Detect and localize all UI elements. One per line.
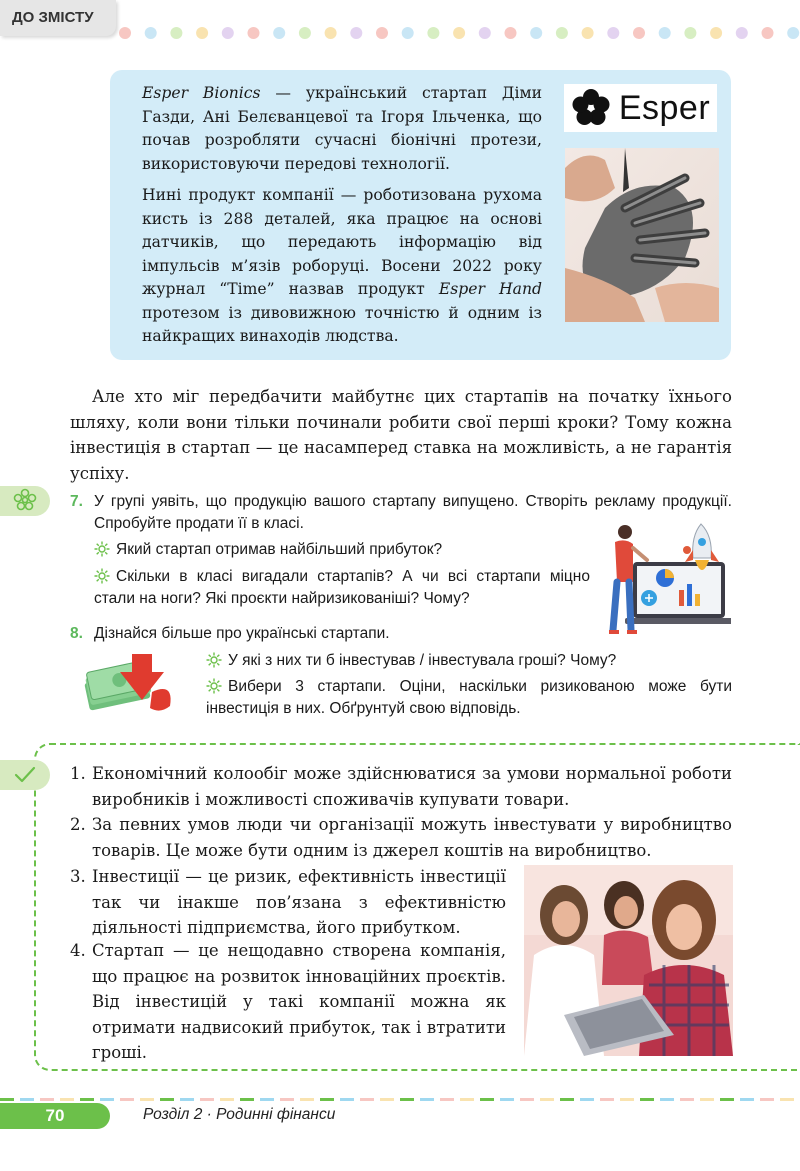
group-work-tab xyxy=(0,486,50,516)
sun-bullet-icon xyxy=(206,678,222,694)
esper-paragraph-1-text: — український стартап Діми Газди, Ані Белєванцевої та Ігоря Ільченка, що почав розробляти сучасні біонічні протези, використовуючи передові технології. xyxy=(142,84,543,173)
decorative-dot xyxy=(684,27,696,39)
task-8-bullet-1 xyxy=(206,650,736,672)
decorative-dot xyxy=(659,27,671,39)
decorative-dot xyxy=(582,27,594,39)
decorative-dot xyxy=(530,27,542,39)
decorative-dot xyxy=(556,27,568,39)
footer-dash xyxy=(140,1098,154,1101)
esper-product-name: Esper Hand xyxy=(438,280,542,298)
decorative-dot xyxy=(273,27,285,39)
footer-dash xyxy=(520,1098,534,1101)
esper-paragraph-2-text-a: Нині продукт компанії — роботизована рухома кисть із 288 деталей, яка працює на основі датчиків, що передають інформацію від імпульсів м’язів роборуці. Восени 2022 року журнал “Time” назвав продукт xyxy=(142,186,542,298)
decorative-dot xyxy=(479,27,491,39)
footer-dash xyxy=(80,1098,94,1101)
footer-dash xyxy=(20,1098,34,1101)
decorative-dot xyxy=(505,27,517,39)
decorative-dot xyxy=(787,27,799,39)
task-8-number: 8. xyxy=(70,625,83,642)
page-number: 70 xyxy=(0,1103,110,1129)
decorative-dot xyxy=(710,27,722,39)
esper-logo xyxy=(564,84,717,132)
footer-dash xyxy=(680,1098,694,1101)
footer-dash xyxy=(560,1098,574,1101)
summary-2-text: За певних умов люди чи організації можуть інвестувати у виробництво товарів. Це може бути одним із джерел коштів на виробництво. xyxy=(92,815,732,860)
decorative-dots-top xyxy=(118,26,800,40)
group-icon xyxy=(12,488,38,514)
decorative-dot xyxy=(427,27,439,39)
footer-dash xyxy=(60,1098,74,1101)
footer-dash xyxy=(360,1098,374,1101)
task-7-bullet-1 xyxy=(94,539,594,561)
intro-paragraph: Але хто міг передбачити майбутнє цих стартапів на початку їхнього шляху, коли вони тільки починали робити свої перші кроки? Тому кожна інвестиція в стартап — це насамперед ставка на можливість, а не гарантія успіху. xyxy=(70,387,732,483)
decorative-dot xyxy=(453,27,465,39)
decorative-dot xyxy=(299,27,311,39)
esper-paragraph-1 xyxy=(142,82,542,176)
footer-dash xyxy=(440,1098,454,1101)
footer-dash xyxy=(780,1098,794,1101)
decorative-dot xyxy=(350,27,362,39)
footer-dash xyxy=(740,1098,754,1101)
summary-3-number: 3. xyxy=(70,867,86,886)
task-7-bullet-1-text: Який стартап отримав найбільший прибуток? xyxy=(116,541,443,558)
summary-tab xyxy=(0,760,50,790)
task-7-text: У групі уявіть, що продукцію вашого стартапу випущено. Створіть рекламу продукції. Спробуйте продати її в класі. xyxy=(94,493,732,532)
summary-3-text: Інвестиції — це ризик, ефективність інвестиції так чи інакше пов’язана з ефективністю діяльності підприємства, його прибутком. xyxy=(92,867,506,937)
decorative-dot xyxy=(762,27,774,39)
decorative-dot xyxy=(736,27,748,39)
decorative-dot xyxy=(607,27,619,39)
footer-dash xyxy=(400,1098,414,1101)
footer-dash xyxy=(460,1098,474,1101)
footer-dash xyxy=(580,1098,594,1101)
footer-dash xyxy=(720,1098,734,1101)
footer-dash xyxy=(480,1098,494,1101)
footer-dash xyxy=(0,1098,14,1101)
footer-dash xyxy=(320,1098,334,1101)
summary-4-number: 4. xyxy=(70,941,86,960)
footer-dash xyxy=(380,1098,394,1101)
footer-dash xyxy=(760,1098,774,1101)
footer-dash xyxy=(300,1098,314,1101)
footer-dash xyxy=(500,1098,514,1101)
decorative-dot xyxy=(325,27,337,39)
task-8-bullet-1-text: У які з них ти б інвестував / інвестувала гроші? Чому? xyxy=(228,652,617,669)
decorative-dot xyxy=(402,27,414,39)
footer-dash xyxy=(220,1098,234,1101)
footer-dash xyxy=(700,1098,714,1101)
footer-dash xyxy=(160,1098,174,1101)
decorative-dot xyxy=(196,27,208,39)
students-photo xyxy=(524,865,733,1056)
decorative-dot xyxy=(170,27,182,39)
esper-paragraph-2-text-b: протезом із дивовижною точністю й одним із найкращих винаходів людства. xyxy=(142,303,542,345)
summary-2-number: 2. xyxy=(70,815,86,834)
decorative-dot xyxy=(633,27,645,39)
esper-paragraph-2 xyxy=(142,184,542,349)
esper-name: Esper Bionics xyxy=(142,84,261,102)
sun-bullet-icon xyxy=(94,541,110,557)
task-7-bullet-2 xyxy=(94,566,590,610)
checkmark-icon xyxy=(13,765,37,785)
sun-bullet-icon xyxy=(206,652,222,668)
startup-illustration xyxy=(603,520,731,638)
task-8-bullet-2-text: Вибери 3 стартапи. Оціни, наскільки ризикованою може бути інвестиція в них. Обґрунтуй свою відповідь. xyxy=(206,678,732,717)
task-7-number: 7. xyxy=(70,493,83,510)
summary-1-text: Економічний колообіг може здійснюватися за умови нормальної роботи виробників і можливості споживачів купувати товари. xyxy=(92,764,732,809)
footer-dash xyxy=(540,1098,554,1101)
toc-link[interactable]: ДО ЗМІСТУ xyxy=(0,0,116,36)
decorative-dot xyxy=(119,27,131,39)
footer-dash xyxy=(40,1098,54,1101)
footer-dash xyxy=(120,1098,134,1101)
summary-4-text: Стартап — це нещодавно створена компанія, що працює на розвиток інноваційних проєктів. Від інвестицій у такі компанії можна як отримати надвисокий прибуток, так і втратити гроші. xyxy=(92,941,506,1062)
money-loss-illustration xyxy=(80,652,178,714)
footer-dash xyxy=(600,1098,614,1101)
bionic-hand-photo xyxy=(565,148,719,322)
footer-dash xyxy=(200,1098,214,1101)
decorative-dot xyxy=(145,27,157,39)
footer-dash xyxy=(420,1098,434,1101)
footer-dash xyxy=(340,1098,354,1101)
footer-dash xyxy=(640,1098,654,1101)
footer-dash xyxy=(180,1098,194,1101)
task-7-bullet-2-text: Скільки в класі вигадали стартапів? А чи всі стартапи міцно стали на ноги? Які проєкти найризикованіші? Чому? xyxy=(94,568,590,607)
sun-bullet-icon xyxy=(94,568,110,584)
decorative-dot xyxy=(222,27,234,39)
esper-logo-text: Esper xyxy=(618,88,711,127)
decorative-dot xyxy=(248,27,260,39)
task-8-text: Дізнайся більше про українські стартапи. xyxy=(94,625,390,642)
footer-dash xyxy=(660,1098,674,1101)
task-8-bullet-2 xyxy=(206,676,732,720)
chapter-label: Розділ 2 · Родинні фінанси xyxy=(143,1106,336,1123)
footer-dash xyxy=(280,1098,294,1101)
summary-1-number: 1. xyxy=(70,764,86,783)
flower-icon xyxy=(571,88,611,128)
footer-dashed-line xyxy=(0,1097,800,1103)
footer-dash xyxy=(240,1098,254,1101)
footer-dash xyxy=(260,1098,274,1101)
footer-dash xyxy=(620,1098,634,1101)
decorative-dot xyxy=(376,27,388,39)
footer-dash xyxy=(100,1098,114,1101)
